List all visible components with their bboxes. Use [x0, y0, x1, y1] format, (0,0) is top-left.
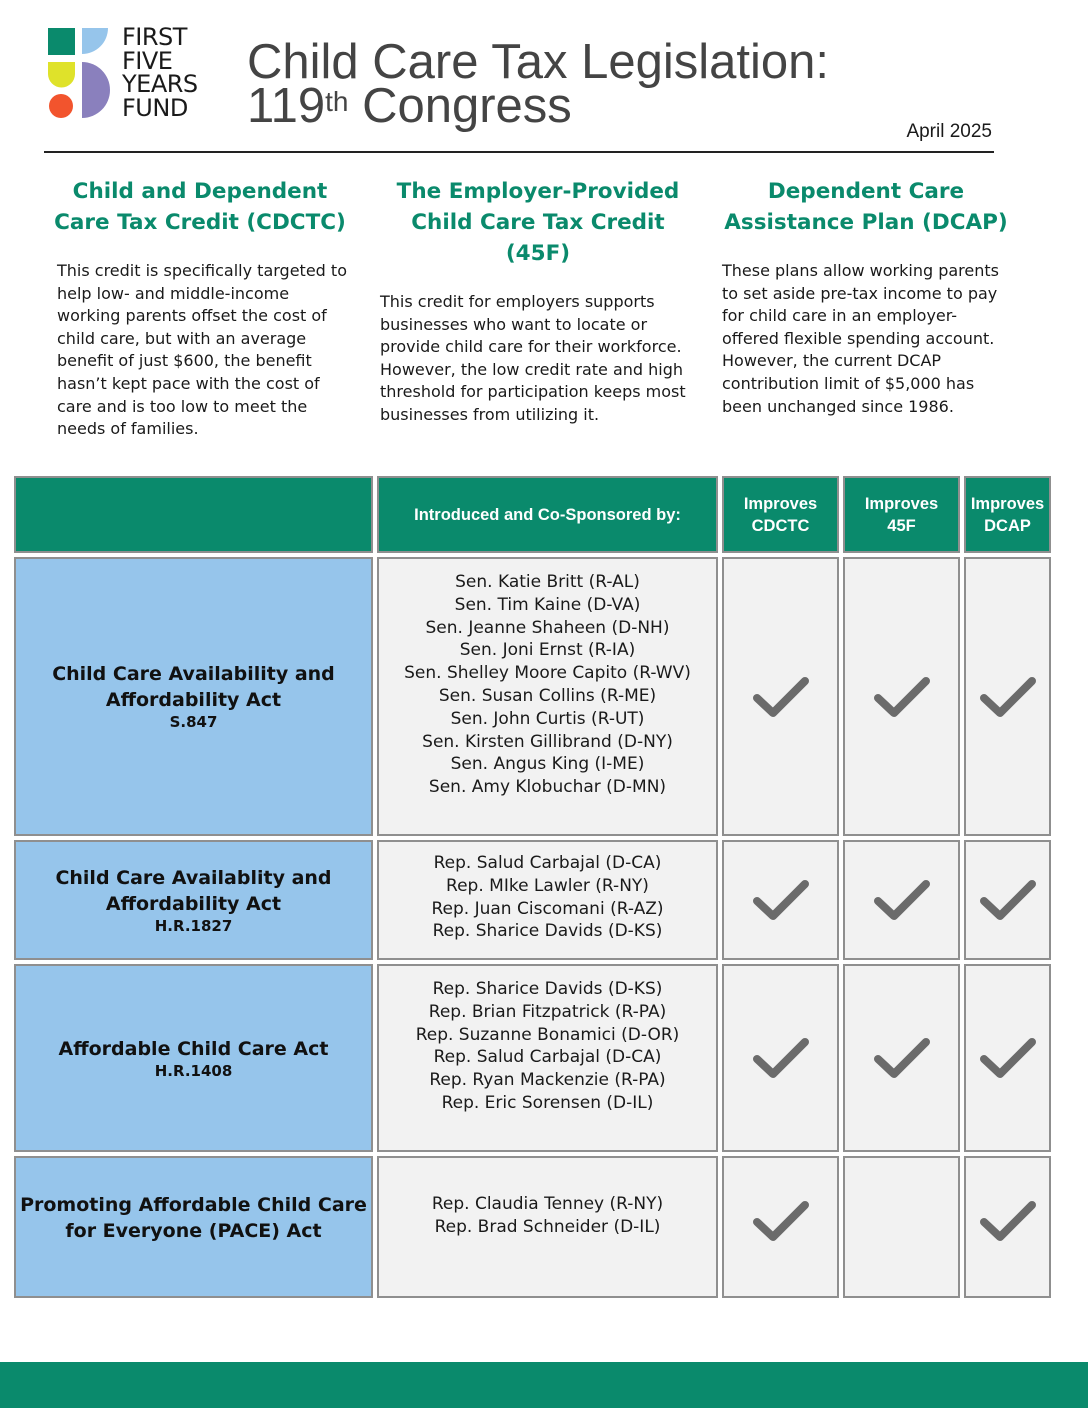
bill-name: Promoting Affordable Child Care [20, 1194, 367, 1216]
logo-line: FUND [122, 93, 188, 122]
sponsor: Rep. Brian Fitzpatrick (R-PA) [428, 1001, 667, 1022]
sponsor: Sen. Angus King (I-ME) [450, 754, 645, 775]
bill-name: Child Care Availablity and [55, 866, 332, 889]
sponsors-cell [377, 1156, 718, 1298]
column-body: This credit for employers supports businesses who want to locate or provide child care for their workforce. However, the low credit rate and high threshold for participation keeps most businesses from utilizing it. [380, 292, 686, 424]
checkmark-icon [966, 1037, 1049, 1079]
sponsors-cell [377, 557, 718, 836]
sponsor: Sen. John Curtis (R-UT) [450, 708, 645, 729]
header-sponsors: Introduced and Co-Sponsored by: [377, 476, 718, 553]
bill-name-cell [14, 964, 373, 1152]
sponsor: Rep. Claudia Tenney (R-NY) [431, 1194, 664, 1214]
table-row [14, 840, 1051, 960]
checkmark-icon [966, 879, 1049, 921]
sponsor: Sen. Joni Ernst (R-IA) [459, 640, 636, 661]
logo-line: YEARS [122, 70, 198, 98]
dcap-cell [964, 1156, 1051, 1298]
logo-line: FIRST [122, 23, 187, 51]
checkmark-icon [724, 1200, 837, 1242]
column-heading [52, 176, 348, 238]
sponsors-cell [377, 840, 718, 960]
column-body: This credit is specifically targeted to help low- and middle-income working parents offset the cost of child care, but with an average benefit of just $600, the benefit hasn’t kept pace with the cost of care and is too low to meet the needs of families. [57, 261, 347, 439]
sponsor: Sen. Katie Britt (R-AL) [455, 572, 640, 592]
publication-date: April 2025 [906, 121, 992, 142]
sponsor: Sen. Susan Collins (R-ME) [438, 685, 657, 706]
legislation-table [10, 472, 1055, 1302]
sponsor: Rep. Brad Schneider (D-IL) [434, 1216, 661, 1237]
header-improves-cdctc [722, 476, 839, 553]
title-line-1: Child Care Tax Legislation: [247, 35, 829, 89]
cdctc-cell [722, 1156, 839, 1298]
page-title [247, 35, 829, 133]
checkmark-icon [724, 1037, 837, 1079]
heading-line: The Employer-Provided [396, 179, 680, 204]
bill-name: Affordability Act [105, 689, 282, 711]
column-heading [376, 176, 700, 269]
logo-line: FIVE [122, 46, 173, 75]
header-improves-dcap [964, 476, 1051, 553]
sponsor: Rep. Sharice Davids (D-KS) [432, 921, 663, 942]
cdctc-cell [722, 557, 839, 836]
footer-bar [0, 1362, 1088, 1408]
bill-name-cell [14, 557, 373, 836]
header-line: 45F [887, 516, 916, 535]
45f-cell [843, 1156, 960, 1298]
checkmark-icon [966, 1200, 1049, 1242]
header-line: Improves [864, 494, 939, 513]
table-row [14, 964, 1051, 1152]
header-line: DCAP [984, 516, 1031, 535]
sponsor: Sen. Amy Klobuchar (D-MN) [428, 777, 667, 798]
column-cdctc [52, 176, 348, 441]
dcap-cell [964, 840, 1051, 960]
bill-name: Affordability Act [105, 892, 282, 915]
header-line: Improves [970, 494, 1045, 513]
checkmark-icon [845, 879, 958, 921]
bill-name-cell [14, 840, 373, 960]
sponsor: Rep. Sharice Davids (D-KS) [432, 979, 663, 999]
table-row [14, 557, 1051, 836]
logo-wordmark [122, 23, 198, 122]
sponsor: Rep. Salud Carbajal (D-CA) [433, 853, 662, 873]
heading-line: Assistance Plan (DCAP) [724, 210, 1008, 235]
sponsor: Sen. Jeanne Shaheen (D-NH) [425, 617, 670, 638]
bill-name: for Everyone (PACE) Act [65, 1220, 322, 1242]
checkmark-icon [845, 1037, 958, 1079]
column-body: These plans allow working parents to set aside pre-tax income to pay for child care in an employer-offered flexible spending account. However, the current DCAP contribution limit of $5,000 has been unchanged since 1986. [722, 261, 999, 416]
title-superscript: th [325, 86, 349, 117]
checkmark-icon [724, 676, 837, 718]
column-heading [718, 176, 1014, 238]
sponsor: Rep. Eric Sorensen (D-IL) [441, 1092, 654, 1113]
dcap-cell [964, 557, 1051, 836]
header-improves-45f [843, 476, 960, 553]
cdctc-cell [722, 964, 839, 1152]
sponsor: Rep. Salud Carbajal (D-CA) [433, 1047, 662, 1068]
title-line-2 [247, 79, 829, 133]
heading-line: Care Tax Credit (CDCTC) [54, 210, 346, 235]
column-45f [376, 176, 700, 427]
header-line: CDCTC [751, 516, 810, 535]
checkmark-icon [724, 879, 837, 921]
45f-cell [843, 840, 960, 960]
bill-name: Child Care Availability and [52, 663, 335, 685]
bill-number: S.847 [169, 713, 218, 731]
title-congress: Congress [348, 79, 572, 133]
bill-name-cell [14, 1156, 373, 1298]
bill-name: Affordable Child Care Act [58, 1037, 329, 1060]
checkmark-icon [845, 676, 958, 718]
dcap-cell [964, 964, 1051, 1152]
checkmark-icon [966, 676, 1049, 718]
column-dcap [718, 176, 1014, 418]
first-five-years-fund-logo [46, 23, 216, 126]
title-number: 119 [247, 79, 326, 133]
header-blank-cell [14, 476, 373, 553]
header-divider [44, 151, 994, 153]
sponsor: Rep. MIke Lawler (R-NY) [446, 875, 649, 896]
heading-line: Child Care Tax Credit (45F) [411, 210, 665, 266]
sponsor: Sen. Shelley Moore Capito (R-WV) [404, 663, 691, 684]
sponsor: Rep. Suzanne Bonamici (D-OR) [415, 1024, 680, 1045]
table-row [14, 1156, 1051, 1298]
table-header-row [14, 476, 1051, 553]
sponsor: Rep. Ryan Mackenzie (R-PA) [429, 1070, 666, 1091]
45f-cell [843, 557, 960, 836]
cdctc-cell [722, 840, 839, 960]
sponsor: Sen. Kirsten Gillibrand (D-NY) [422, 731, 673, 752]
bill-number: H.R.1408 [154, 1061, 233, 1080]
heading-line: Dependent Care [767, 179, 965, 204]
bill-number: H.R.1827 [154, 916, 233, 935]
sponsor: Rep. Juan Ciscomani (R-AZ) [431, 898, 664, 919]
heading-line: Child and Dependent [72, 179, 328, 204]
sponsors-cell [377, 964, 718, 1152]
header-line: Improves [743, 494, 818, 513]
sponsor: Sen. Tim Kaine (D-VA) [454, 594, 641, 615]
logo-mark-icon [46, 26, 116, 126]
45f-cell [843, 964, 960, 1152]
